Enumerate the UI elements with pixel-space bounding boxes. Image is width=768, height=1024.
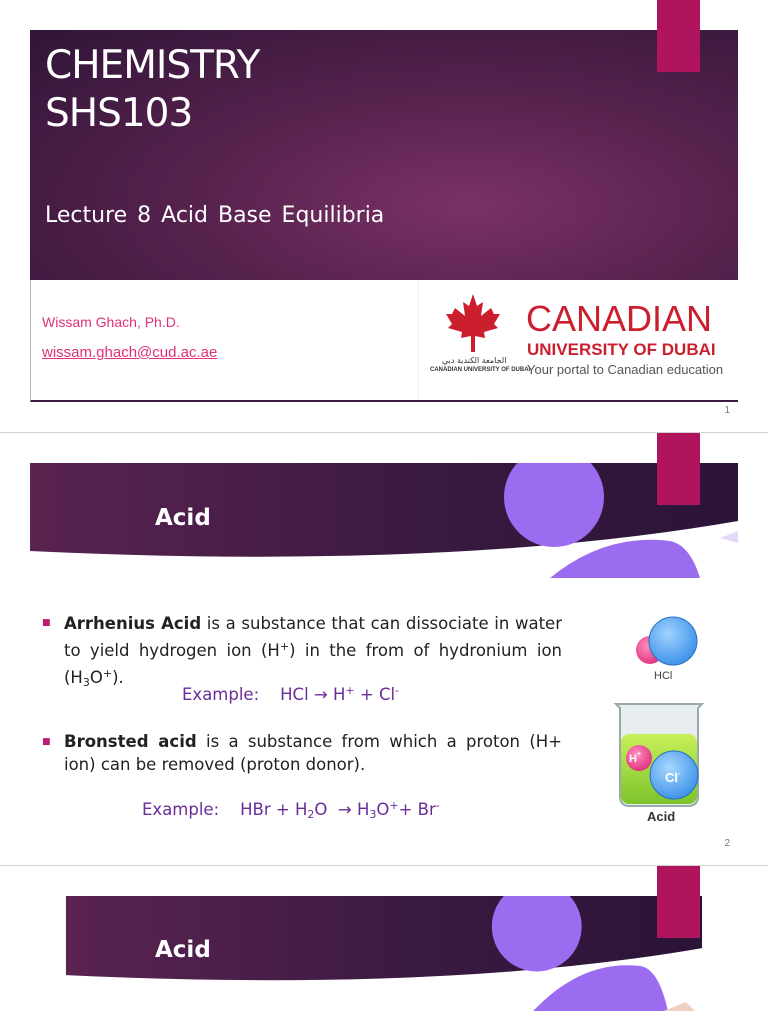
bullet-marker: ■ [42,618,51,628]
page-number: 2 [724,838,730,849]
logo-arabic-text: الجامعة الكندية دبي [442,356,507,365]
author-email-link[interactable]: wissam.ghach@cud.ac.ae [42,344,218,361]
arrhenius-term: Arrhenius Acid [64,614,202,633]
bronsted-term: Bronsted acid [64,732,197,751]
slide-title [0,0,768,432]
logo-tagline: Your portal to Canadian education [527,362,724,377]
maple-leaf-icon [444,292,502,354]
bullet-marker: ■ [42,737,51,747]
arrhenius-definition: Arrhenius Acid is a substance that can dissociate in water to yield hydrogen ion (H+) in the from of hydronium ion $(H_3O^+)$. [64,614,562,689]
slide-title: Acid [155,937,211,963]
pink-tab-decoration [657,433,700,505]
acid-beaker-label: Acid [647,809,676,824]
logo-small-english: CANADIAN UNIVERSITY OF DUBAI [430,367,531,373]
lecture-subtitle: Lecture 8 Acid Base Equilibria [45,203,385,228]
beaker-icon [612,700,706,810]
example-hbr: Example: HBr + $H_2O \to H_3O^++ Br^-$ [142,799,440,821]
hcl-label: HCl [654,670,673,682]
slide-title: Acid [155,505,211,531]
course-title [45,42,259,138]
author-name: Wissam Ghach, Ph.D. [42,314,180,330]
pink-tab-decoration [657,0,700,72]
example-hcl: Example: HCl → H+ + Cl- [182,684,400,704]
pink-tab-decoration [657,866,700,938]
page-number: 1 [724,405,730,416]
acid-banner [30,463,738,578]
course-title-line1: CHEMISTRY [45,43,260,88]
cl-ion-label: Cl- [665,769,681,785]
bronsted-definition: Bronsted acid is a substance from which a proton (H+ ion) can be removed (proton donor). [64,732,562,774]
logo-canadian-word: CANADIAN [526,298,713,339]
logo-university-name: UNIVERSITY OF DUBAI [527,340,716,359]
course-title-line2: SHS103 [45,91,193,136]
acid-banner [30,896,738,1011]
h-ion-label: H+ [629,751,642,765]
slide-acid-continued [0,866,768,1024]
hcl-molecule-icon [630,615,700,671]
